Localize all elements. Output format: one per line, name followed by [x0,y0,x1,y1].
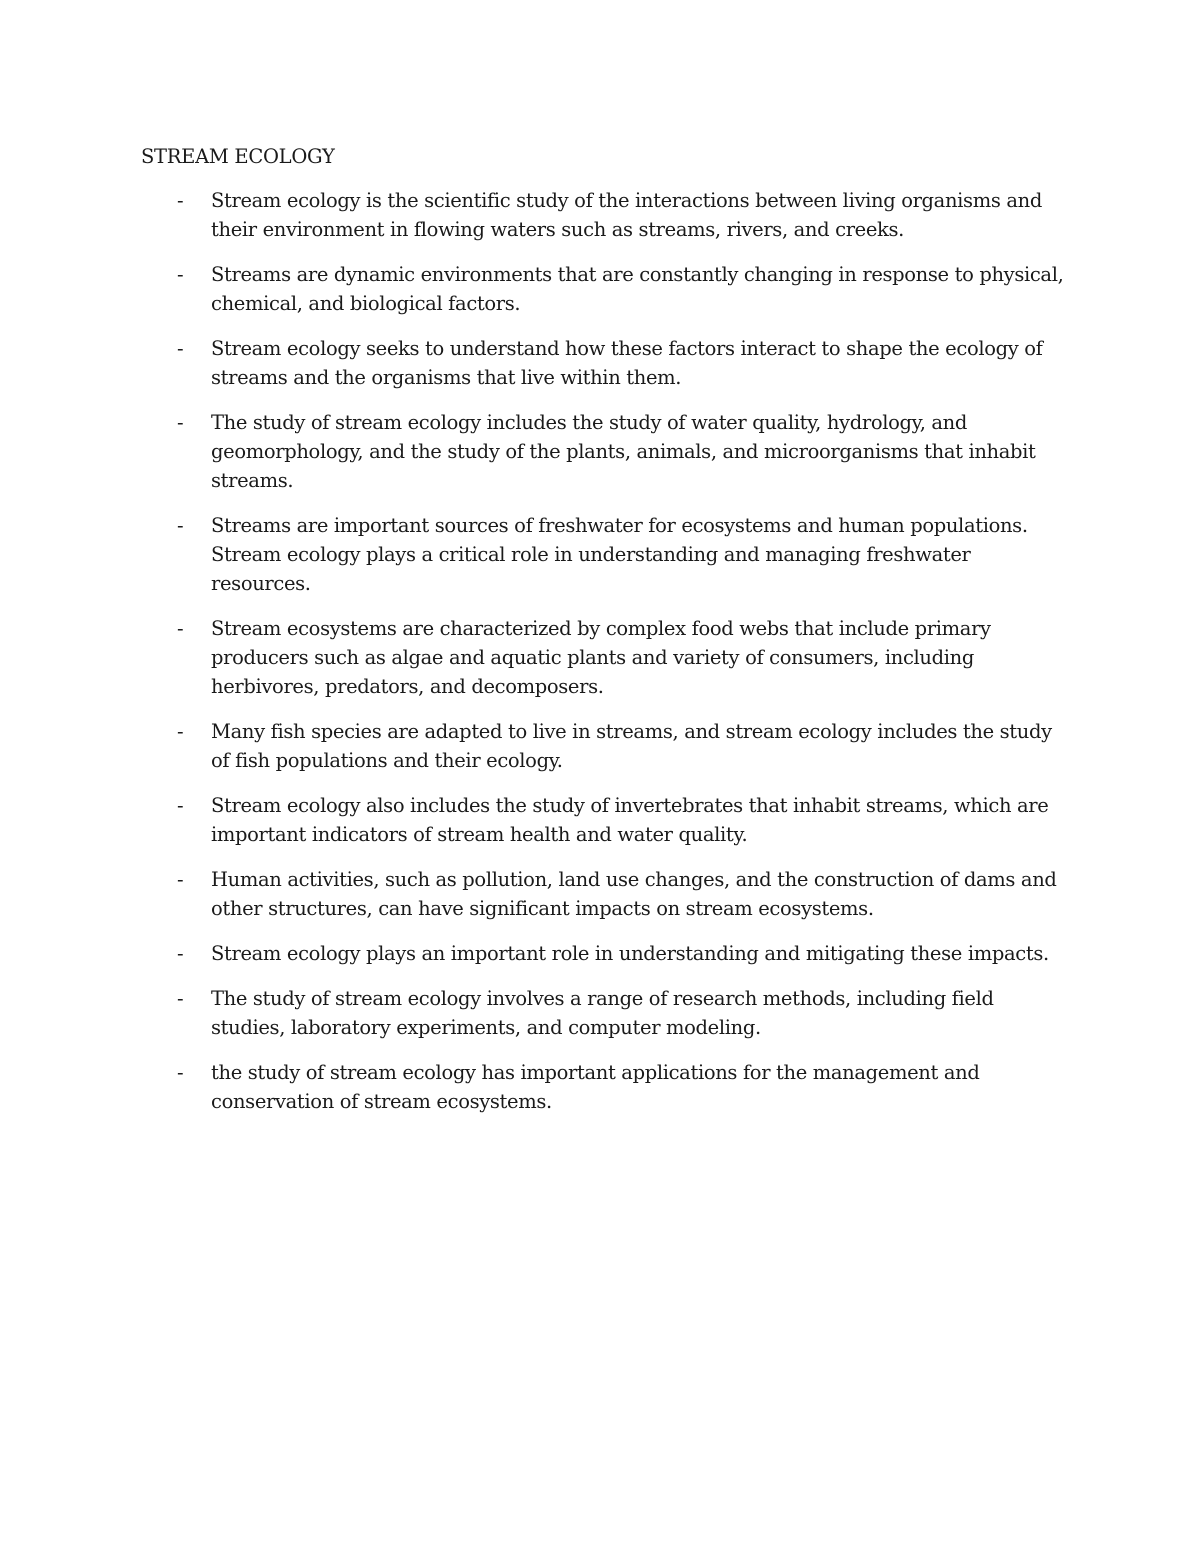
bullet-text: the study of stream ecology has important applications for the management and conservation of stream ecosystems. [211,1061,980,1113]
bullet-dash: - [177,337,184,360]
bullet-item [0,791,1071,849]
bullet-dash: - [177,617,184,640]
bullet-dash: - [177,987,184,1010]
bullet-text: The study of stream ecology involves a range of research methods, including field studies, laboratory experiments, and computer modeling. [211,987,994,1039]
bullet-item [0,717,1071,775]
bullet-list [0,186,1200,1132]
bullet-dash: - [177,411,184,434]
bullet-dash: - [177,942,184,965]
bullet-item [0,511,1071,598]
bullet-text: Stream ecology seeks to understand how these factors interact to shape the ecology of streams and the organisms that live within them. [211,337,1043,389]
bullet-text: Stream ecosystems are characterized by complex food webs that include primary producers such as algae and aquatic plants and variety of consumers, including herbivores, predators, and decomposers. [211,617,991,698]
bullet-text: Many fish species are adapted to live in streams, and stream ecology includes the study of fish populations and their ecology. [211,720,1052,772]
bullet-item [0,614,1071,701]
bullet-item [0,186,1071,244]
bullet-text: Streams are dynamic environments that are constantly changing in response to physical, chemical, and biological factors. [211,263,1064,315]
bullet-text: Stream ecology also includes the study of invertebrates that inhabit streams, which are important indicators of stream health and water quality. [211,794,1049,846]
bullet-item [0,408,1071,495]
bullet-item [0,1058,1071,1116]
bullet-dash: - [177,868,184,891]
bullet-text: Human activities, such as pollution, land use changes, and the construction of dams and other structures, can have significant impacts on stream ecosystems. [211,868,1057,920]
bullet-dash: - [177,1061,184,1084]
bullet-dash: - [177,189,184,212]
bullet-text: Stream ecology plays an important role in understanding and mitigating these impacts. [211,942,1049,965]
bullet-item [0,334,1071,392]
bullet-item [0,865,1071,923]
bullet-dash: - [177,263,184,286]
bullet-item [0,984,1071,1042]
bullet-text: Stream ecology is the scientific study of the interactions between living organisms and their environment in flowing waters such as streams, rivers, and creeks. [211,189,1042,241]
bullet-text: Streams are important sources of freshwater for ecosystems and human populations. Stream ecology plays a critical role in understanding and managing freshwater resources. [211,514,1028,595]
bullet-dash: - [177,794,184,817]
bullet-dash: - [177,720,184,743]
bullet-dash: - [177,514,184,537]
bullet-item [0,939,1071,968]
bullet-text: The study of stream ecology includes the study of water quality, hydrology, and geomorphology, and the study of the plants, animals, and microorganisms that inhabit streams. [211,411,1036,492]
page-title: STREAM ECOLOGY [141,145,335,168]
bullet-item [0,260,1071,318]
